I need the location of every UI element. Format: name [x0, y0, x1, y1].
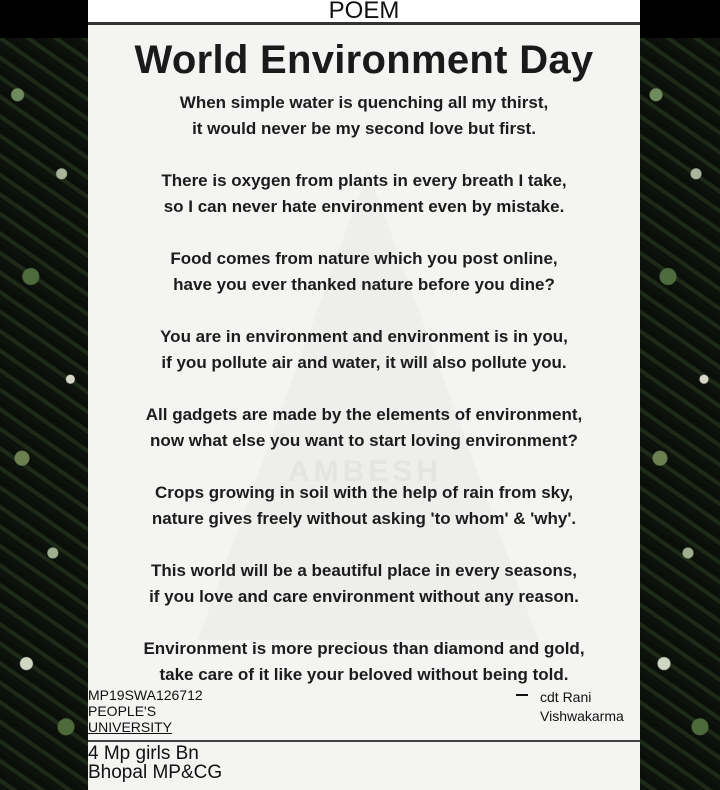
poem-line: now what else you want to start loving environment?	[150, 431, 578, 450]
poem-line: take care of it like your beloved without being told.	[159, 665, 569, 684]
top-black-bar-right	[640, 0, 720, 38]
background-foliage-right	[640, 0, 720, 790]
author-block	[540, 688, 624, 726]
registration-number: MP19SWA126712	[88, 687, 203, 703]
battalion-line-2: Bhopal MP&CG	[88, 762, 223, 783]
poem-line: Food comes from nature which you post online,	[170, 249, 558, 268]
stanza	[88, 402, 640, 454]
stanza	[88, 90, 640, 142]
top-black-bar-left	[0, 0, 88, 38]
organization-line-1: PEOPLE'S	[88, 703, 157, 719]
stanza	[88, 246, 640, 298]
poem-panel	[88, 0, 640, 790]
battalion-line-1: 4 Mp girls Bn	[88, 743, 199, 764]
poem-line: have you ever thanked nature before you dine?	[173, 275, 555, 294]
background-foliage-left	[0, 0, 88, 790]
poem-line: if you love and care environment without any reason.	[149, 587, 579, 606]
stanza	[88, 168, 640, 220]
organization-line-2: UNIVERSITY	[88, 719, 173, 735]
poem-line: Environment is more precious than diamond and gold,	[143, 639, 585, 658]
poem-line: if you pollute air and water, it will also pollute you.	[161, 353, 567, 372]
stanza	[88, 558, 640, 610]
poem-line: Crops growing in soil with the help of rain from sky,	[154, 483, 574, 502]
poem-line: so I can never hate environment even by mistake.	[163, 197, 565, 216]
poem-line: This world will be a beautiful place in every seasons,	[150, 561, 578, 580]
poem-title: World Environment Day	[134, 38, 594, 82]
poem-line: All gadgets are made by the elements of environment,	[145, 405, 583, 424]
poem-line: When simple water is quenching all my thirst,	[179, 93, 549, 112]
author-line-2: Vishwakarma	[540, 708, 624, 724]
poem-body	[88, 90, 640, 688]
watermark: AMBESH	[288, 455, 443, 488]
poem-line: it would never be my second love but first.	[192, 119, 536, 138]
stanza	[88, 636, 640, 688]
poem-label: POEM	[88, 0, 640, 25]
stanza	[88, 324, 640, 376]
registration-block	[88, 687, 203, 735]
author-dash	[516, 694, 528, 696]
poem-line: nature gives freely without asking 'to whom' & 'why'.	[151, 509, 577, 528]
stanza	[88, 480, 640, 532]
bottom-divider	[88, 740, 640, 742]
poem-line: There is oxygen from plants in every breath I take,	[161, 171, 567, 190]
poem-line: You are in environment and environment is in you,	[160, 327, 568, 346]
author-line-1: cdt Rani	[540, 689, 592, 705]
battalion-block	[88, 744, 222, 782]
